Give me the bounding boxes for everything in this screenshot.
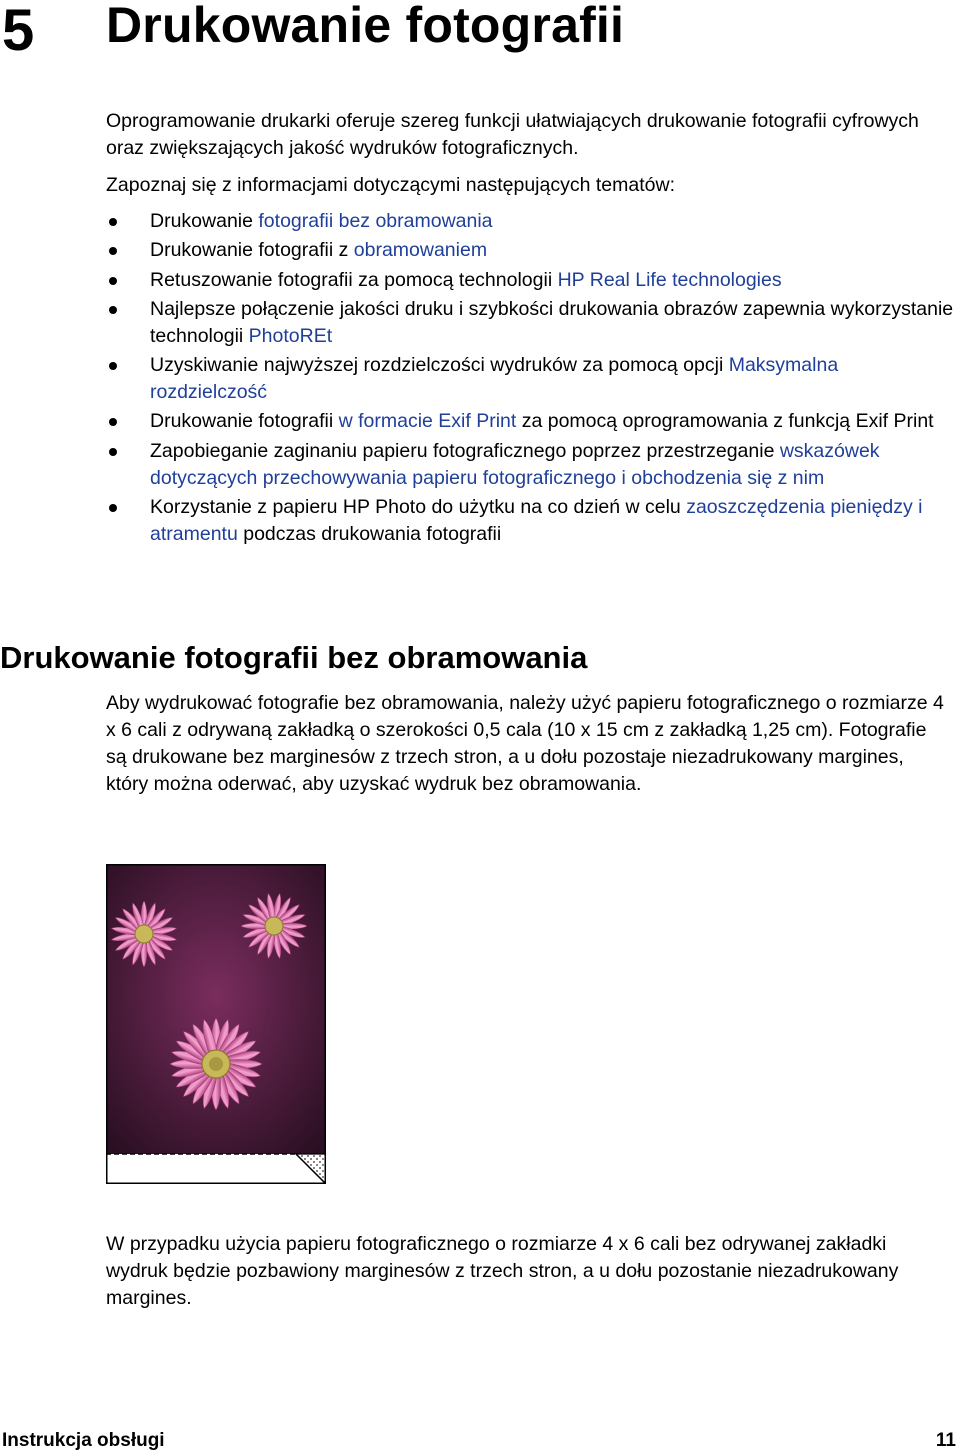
bullet-icon	[109, 418, 117, 426]
list-item	[106, 208, 956, 235]
chapter-number: 5	[2, 0, 35, 63]
list-item-text: Drukowanie	[150, 210, 259, 232]
list-item	[106, 352, 956, 406]
list-item-text: Najlepsze połączenie jakości druku i szybkości drukowania obrazów zapewnia wykorzystanie technologii	[150, 297, 954, 347]
list-item-text: Uzyskiwanie najwyższej rozdzielczości wydruków za pomocą opcji	[150, 354, 729, 377]
list-item-text: Retuszowanie fotografii za pomocą technologii	[150, 268, 558, 291]
borderless-photo-figure	[106, 864, 326, 1184]
topic-link-real-life[interactable]: HP Real Life technologies	[557, 268, 782, 291]
bullet-icon	[109, 247, 117, 255]
list-item-text: podczas drukowania fotografii	[237, 523, 502, 546]
intro-paragraph: Oprogramowanie drukarki oferuje szereg funkcji ułatwiających drukowanie fotografii cyfrowych oraz zwiększających jakość wydruków fotograficznych.	[106, 110, 919, 159]
bullet-icon	[109, 277, 117, 285]
page-number: 11	[935, 1430, 956, 1451]
bullet-icon	[109, 504, 117, 512]
bullet-icon	[109, 362, 117, 370]
topic-link-with-border[interactable]: obramowaniem	[353, 239, 488, 262]
list-item-text: Drukowanie fotografii	[150, 410, 339, 433]
bullet-icon	[109, 448, 117, 456]
list-item	[106, 267, 956, 294]
list-item	[106, 296, 956, 350]
topic-link-borderless[interactable]: fotografii bez obramowania	[258, 210, 493, 232]
list-item-text: Korzystanie z papieru HP Photo do użytku na co dzień w celu	[150, 496, 687, 519]
section-paragraph-2: W przypadku użycia papieru fotograficznego o rozmiarze 4 x 6 cali bez odrywanej zakładki wydruk będzie pozbawiony marginesów z trzech stron, a u dołu pozostanie niezadrukowany margines.	[106, 1233, 899, 1309]
chapter-title: Drukowanie fotografii	[106, 0, 625, 53]
section-paragraph-1: Aby wydrukować fotografie bez obramowania, należy użyć papieru fotograficznego o rozmiarze 4 x 6 cali z odrywaną zakładką o szerokości 0,5 cala (10 x 15 cm z zakładką 1,25 cm). Fotografie są drukowane bez marginesów z trzech stron, a u dołu pozostaje niezadrukowany margines, który można oderwać, aby uzyskać wydruk bez obramowania.	[106, 692, 944, 795]
flower-photo-illustration	[106, 864, 326, 1184]
bullet-icon	[109, 306, 117, 314]
bullet-icon	[109, 218, 117, 226]
topic-link-photoret[interactable]: PhotoREt	[248, 324, 333, 347]
topic-link-exif-print[interactable]: w formacie Exif Print	[338, 410, 517, 433]
topic-link-max-dpi[interactable]: Maksymalna rozdzielczość	[150, 354, 839, 404]
list-item	[106, 237, 956, 264]
topic-link-save-money[interactable]: zaoszczędzenia pieniędzy i atramentu	[150, 496, 923, 546]
topics-lead: Zapoznaj się z informacjami dotyczącymi następujących tematów:	[106, 174, 675, 196]
footer-manual-title: Instrukcja obsługi	[2, 1430, 165, 1451]
list-item-text: Drukowanie fotografii z	[150, 239, 354, 262]
list-item	[106, 494, 956, 548]
section-title: Drukowanie fotografii bez obramowania	[0, 640, 588, 675]
topic-link-paper-storage[interactable]: wskazówek dotyczących przechowywania papieru fotograficznego i obchodzenia się z nim	[150, 439, 880, 489]
list-item	[106, 438, 956, 492]
list-item-text: Zapobieganie zaginaniu papieru fotograficznego poprzez przestrzeganie	[150, 439, 780, 462]
topics-list	[106, 208, 956, 550]
list-item-text: za pomocą oprogramowania z funkcją Exif Print	[516, 410, 934, 433]
list-item	[106, 408, 956, 435]
